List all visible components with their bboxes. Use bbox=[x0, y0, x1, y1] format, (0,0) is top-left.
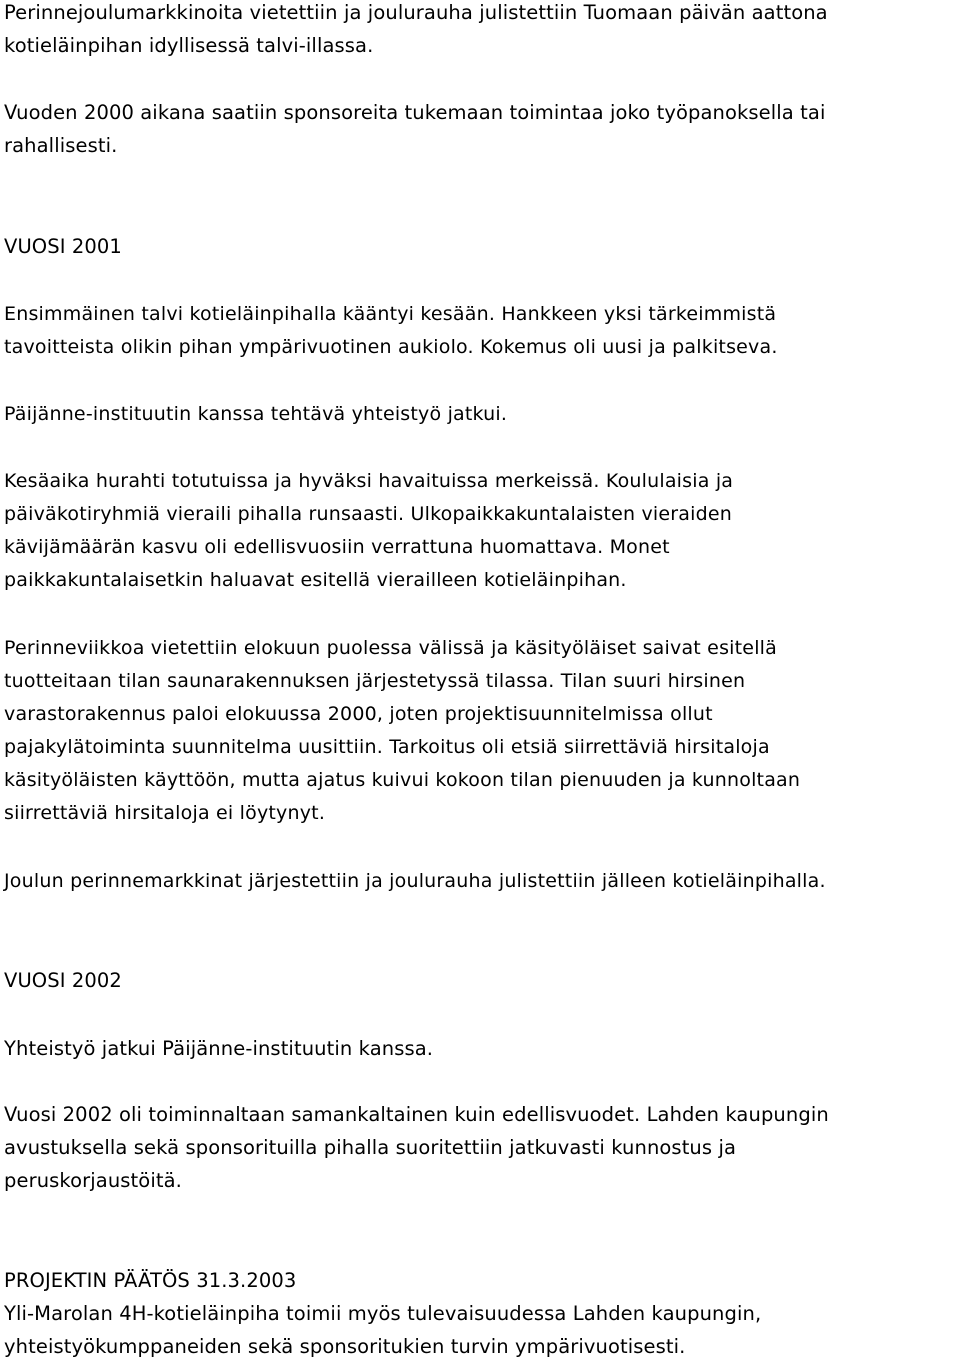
paragraph-line: yhteistyökumppaneiden sekä sponsoritukien turvin ympärivuotisesti. bbox=[4, 1335, 686, 1358]
paragraph-line: Yhteistyö jatkui Päijänne-instituutin kanssa. bbox=[4, 1037, 434, 1060]
paragraph-line: peruskorjaustöitä. bbox=[4, 1169, 182, 1192]
section-heading-2002: VUOSI 2002 bbox=[4, 969, 122, 992]
paragraph-line: tavoitteista olikin pihan ympärivuotinen aukiolo. Kokemus oli uusi ja palkitseva. bbox=[4, 336, 778, 358]
paragraph-line: paikkakuntalaisetkin haluavat esitellä vierailleen kotieläinpihan. bbox=[4, 569, 627, 591]
section-heading-2001: VUOSI 2001 bbox=[4, 235, 122, 258]
paragraph-line: Joulun perinnemarkkinat järjestettiin ja joulurauha julistettiin jälleen kotieläinpihalla. bbox=[4, 870, 826, 892]
paragraph-line: avustuksella sekä sponsorituilla pihalla suoritettiin jatkuvasti kunnostus ja bbox=[4, 1136, 737, 1159]
paragraph-line: Perinneviikkoa vietettiin elokuun puolessa välissä ja käsityöläiset saivat esitellä bbox=[4, 637, 777, 659]
section-heading-project-end: PROJEKTIN PÄÄTÖS 31.3.2003 bbox=[4, 1269, 297, 1292]
paragraph-line: Vuoden 2000 aikana saatiin sponsoreita tukemaan toimintaa joko työpanoksella tai bbox=[4, 101, 826, 124]
paragraph-line: pajakylätoiminta suunnitelma uusittiin. Tarkoitus oli etsiä siirrettäviä hirsitaloja bbox=[4, 736, 770, 758]
paragraph-line: päiväkotiryhmiä vieraili pihalla runsaasti. Ulkopaikkakuntalaisten vieraiden bbox=[4, 503, 732, 525]
paragraph-line: Päijänne-instituutin kanssa tehtävä yhteistyö jatkui. bbox=[4, 403, 508, 425]
paragraph-line: käsityöläisten käyttöön, mutta ajatus kuivui kokoon tilan pienuuden ja kunnoltaan bbox=[4, 769, 801, 791]
paragraph-line: siirrettäviä hirsitaloja ei löytynyt. bbox=[4, 802, 326, 824]
paragraph-line: Yli-Marolan 4H-kotieläinpiha toimii myös tulevaisuudessa Lahden kaupungin, bbox=[4, 1302, 762, 1325]
paragraph-line: kotieläinpihan idyllisessä talvi-illassa. bbox=[4, 34, 374, 57]
paragraph-line: Perinnejoulumarkkinoita vietettiin ja joulurauha julistettiin Tuomaan päivän aattona bbox=[4, 1, 828, 24]
paragraph-line: tuotteitaan tilan saunarakennuksen järjestetyssä tilassa. Tilan suuri hirsinen bbox=[4, 670, 746, 692]
paragraph-line: kävijämäärän kasvu oli edellisvuosiin verrattuna huomattava. Monet bbox=[4, 536, 670, 558]
paragraph-line: Kesäaika hurahti totutuissa ja hyväksi havaituissa merkeissä. Koululaisia ja bbox=[4, 470, 734, 492]
paragraph-line: Ensimmäinen talvi kotieläinpihalla kääntyi kesään. Hankkeen yksi tärkeimmistä bbox=[4, 303, 777, 325]
paragraph-line: varastorakennus paloi elokuussa 2000, joten projektisuunnitelmissa ollut bbox=[4, 703, 713, 725]
paragraph-line: Vuosi 2002 oli toiminnaltaan samankaltainen kuin edellisvuodet. Lahden kaupungin bbox=[4, 1103, 829, 1126]
paragraph-line: rahallisesti. bbox=[4, 134, 118, 157]
